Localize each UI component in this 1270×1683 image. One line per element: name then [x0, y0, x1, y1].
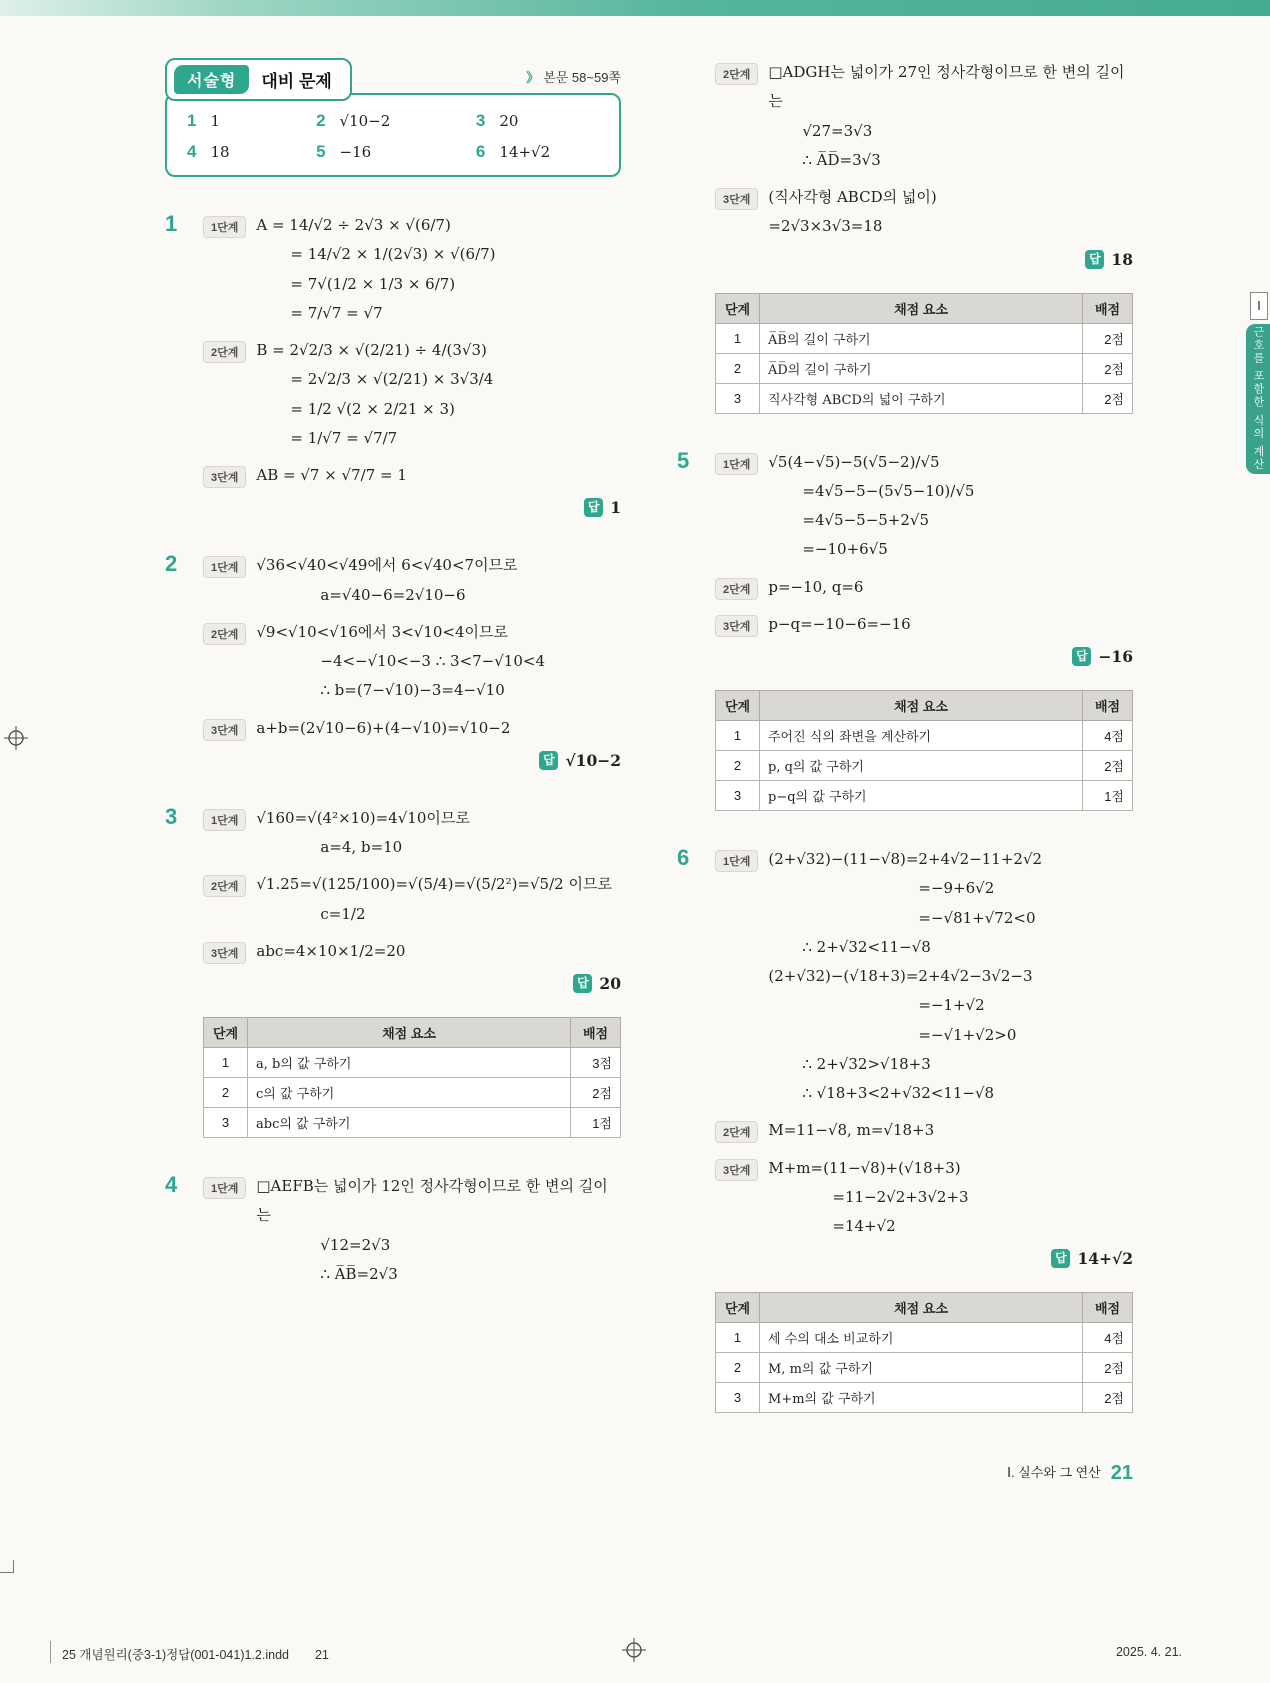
score-table-cell: 3: [204, 1108, 248, 1138]
score-table-row: [716, 353, 1133, 383]
score-table-cell: 2: [716, 1353, 760, 1383]
math-line: =14+√2: [832, 1217, 896, 1235]
math-line: ∴ b=(7−√10)−3=4−√10: [320, 681, 505, 700]
score-table-cell: A̅B̅의 길이 구하기: [760, 323, 1083, 353]
step-badge: 2단계: [203, 623, 246, 645]
math-line: =4√5−5−5+2√5: [802, 511, 930, 529]
column-right: [677, 58, 1133, 1413]
score-table-cell: 주어진 식의 좌변을 계산하기: [760, 721, 1083, 751]
score-table-cell: 3: [716, 781, 760, 811]
step-lines: [256, 618, 621, 706]
score-table-cell: M, m의 값 구하기: [760, 1353, 1083, 1383]
solution-step: [715, 1116, 1133, 1145]
answer-summary-item: [187, 142, 310, 162]
answer-summary-item: [187, 111, 310, 131]
answer-badge-icon: 답: [539, 751, 558, 770]
score-table-header-cell: 채점 요소: [760, 1293, 1083, 1323]
problem-number: 2: [165, 551, 178, 577]
score-table-header-cell: 배점: [1083, 691, 1133, 721]
score-table-cell: abc의 값 구하기: [248, 1108, 571, 1138]
problem-body: [715, 845, 1133, 1268]
score-table-cell: 3: [716, 383, 760, 413]
chapter-index-tab: Ⅰ: [1250, 292, 1268, 320]
solution-step: [203, 937, 621, 966]
print-imprint: [62, 1645, 329, 1663]
answer-summary-number: 2: [316, 111, 326, 130]
step-badge: 3단계: [715, 1159, 758, 1181]
math-line: √36<√40<√49에서 6<√40<7이므로: [256, 556, 518, 575]
step-lines: [768, 1116, 1133, 1145]
math-line: =−9+6√2: [918, 879, 995, 898]
math-line: =11−2√2+3√2+3: [832, 1187, 969, 1206]
score-table-cell: 2: [716, 751, 760, 781]
score-table-cell: 2점: [1083, 1383, 1133, 1413]
score-table-body: [716, 1323, 1133, 1413]
step-lines: [256, 461, 621, 490]
textbook-reference-text: 본문 58~59쪽: [543, 70, 621, 85]
step-badge: 3단계: [203, 942, 246, 964]
solution-step: [715, 573, 1133, 602]
footer-section-title: Ⅰ. 실수와 그 연산: [1007, 1465, 1101, 1480]
problem-number-spacer: [677, 58, 715, 269]
math-line: p=−10, q=6: [768, 577, 864, 596]
math-line: abc=4×10×1/2=20: [256, 941, 406, 960]
answer-summary-item: [476, 111, 599, 131]
score-table: [715, 293, 1133, 414]
math-line: = 7/√7 = √7: [290, 303, 383, 322]
problem-continuation: [677, 58, 1133, 269]
section-title-box: [165, 58, 352, 101]
score-table-cell: p−q의 값 구하기: [760, 781, 1083, 811]
problem-6: [677, 845, 1133, 1268]
problem-number: 4: [165, 1172, 178, 1197]
problem-body: [203, 551, 621, 770]
problem-number: 1: [165, 211, 178, 236]
score-table-head: [204, 1018, 621, 1048]
score-table-cell: 2점: [1083, 383, 1133, 413]
score-table-cell: 세 수의 대소 비교하기: [760, 1323, 1083, 1353]
step-badge: 2단계: [203, 341, 246, 363]
step-lines: [768, 1154, 1133, 1242]
solution-step: [203, 336, 621, 453]
problem-number: 5: [677, 447, 690, 473]
math-line: □ADGH는 넓이가 27인 정사각형이므로 한 변의 길이는: [768, 63, 1125, 111]
answer-summary-value: √10−2: [339, 112, 391, 130]
math-line: AB = √7 × √7/7 = 1: [256, 466, 407, 484]
math-line: = 1/2 √(2 × 2/21 × 3): [290, 399, 455, 418]
score-table-block: [677, 1292, 1133, 1413]
math-line: = 1/√7 = √7/7: [290, 428, 398, 447]
score-table-header-cell: 단계: [204, 1018, 248, 1048]
column-left: [165, 58, 621, 1413]
math-line: B = 2√2/3 × √(2/21) ÷ 4/(3√3): [256, 341, 487, 359]
math-line: =−10+6√5: [802, 540, 888, 559]
step-lines: [256, 1172, 621, 1289]
score-table-cell: 직사각형 ABCD의 넓이 구하기: [760, 383, 1083, 413]
math-line: √160=√(4²×10)=4√10이므로: [256, 808, 470, 827]
score-table: [203, 1017, 621, 1138]
step-badge: 3단계: [203, 719, 246, 741]
score-table-cell: a, b의 값 구하기: [248, 1048, 571, 1078]
solution-step: [203, 804, 621, 863]
score-table-cell: 1: [204, 1048, 248, 1078]
score-table: [715, 690, 1133, 811]
score-table-cell: 1: [716, 721, 760, 751]
answer-badge-icon: 답: [1051, 1249, 1070, 1268]
problem-body: [715, 58, 1133, 269]
score-table-cell: p, q의 값 구하기: [760, 751, 1083, 781]
step-lines: [768, 610, 1133, 639]
step-lines: [256, 211, 621, 328]
answer-summary-box: [165, 93, 621, 177]
score-table-header-cell: 단계: [716, 691, 760, 721]
step-badge: 1단계: [203, 1177, 246, 1199]
math-line: = 14/√2 × 1/(2√3) × √(6/7): [290, 245, 496, 264]
chevron-right-icon: 》: [526, 70, 540, 85]
solution-step: [715, 58, 1133, 175]
footer-section-line: [1007, 1462, 1133, 1485]
solution-step: [203, 618, 621, 706]
score-table-body: [716, 721, 1133, 811]
score-table-row: [716, 721, 1133, 751]
section-type-badge: 서술형: [174, 65, 249, 94]
answer-summary-value: −16: [339, 143, 372, 161]
answer-value: −16: [1098, 647, 1133, 666]
score-table-body: [204, 1048, 621, 1138]
problem-body: [203, 804, 621, 993]
print-imprint-page: 21: [314, 1648, 329, 1662]
step-lines: [768, 845, 1133, 1108]
answer-summary-value: 14+√2: [499, 143, 551, 161]
math-line: =4√5−5−(5√5−10)/√5: [802, 481, 975, 500]
section-title: 대비 문제: [261, 72, 332, 91]
answer-row: [715, 250, 1133, 269]
problem-number: 6: [677, 845, 690, 870]
score-table-header-cell: 배점: [1083, 1293, 1133, 1323]
answer-row: [715, 647, 1133, 666]
answer-summary-value: 1: [210, 112, 221, 130]
score-table-block: [677, 293, 1133, 414]
score-table-row: [204, 1108, 621, 1138]
step-badge: 2단계: [203, 875, 246, 897]
score-table-cell: 2점: [571, 1078, 621, 1108]
math-line: ∴ 2+√32>√18+3: [802, 1054, 931, 1073]
math-line: p−q=−10−6=−16: [768, 614, 911, 633]
answer-summary-value: 18: [210, 143, 230, 161]
score-table-cell: 2점: [1083, 751, 1133, 781]
answer-row: [203, 498, 621, 517]
solution-step: [203, 551, 621, 610]
answer-summary-item: [476, 142, 599, 162]
step-lines: [768, 573, 1133, 602]
answer-value: 14+√2: [1077, 1249, 1133, 1269]
problem-body: [203, 1172, 621, 1297]
step-lines: [768, 448, 1133, 565]
step-lines: [768, 58, 1133, 175]
math-line: ∴ √18+3<2+√32<11−√8: [802, 1084, 995, 1102]
math-line: = 7√(1/2 × 1/3 × 6/7): [290, 274, 456, 293]
answer-summary-value: 20: [499, 112, 519, 130]
score-table-header-cell: 채점 요소: [248, 1018, 571, 1048]
score-table-row: [716, 323, 1133, 353]
problem-body: [715, 448, 1133, 667]
score-table-cell: 1: [716, 1323, 760, 1353]
step-badge: 1단계: [203, 809, 246, 831]
solution-step: [715, 610, 1133, 639]
score-table-cell: 2점: [1083, 1353, 1133, 1383]
score-table-head: [716, 1293, 1133, 1323]
math-line: −4<−√10<−3 ∴ 3<7−√10<4: [320, 652, 546, 670]
score-table-cell: A̅D̅의 길이 구하기: [760, 353, 1083, 383]
score-table-row: [204, 1048, 621, 1078]
answer-value: 18: [1111, 249, 1133, 269]
answer-row: [203, 974, 621, 993]
math-line: √9<√10<√16에서 3<√10<4이므로: [256, 622, 508, 641]
math-line: (2+√32)−(11−√8)=2+4√2−11+2√2: [768, 850, 1043, 868]
math-line: (직사각형 ABCD의 넓이): [768, 188, 937, 206]
math-line: ∴ A̅D̅=3√3: [802, 150, 881, 169]
answer-badge-icon: 답: [584, 498, 603, 517]
score-table-cell: 3점: [571, 1048, 621, 1078]
answer-badge-icon: 답: [573, 974, 592, 993]
step-lines: [256, 551, 621, 610]
score-table-cell: 1점: [1083, 781, 1133, 811]
solution-step: [203, 1172, 621, 1289]
math-line: M+m=(11−√8)+(√18+3): [768, 1158, 961, 1177]
score-table-cell: 1: [716, 323, 760, 353]
score-table-block: [677, 690, 1133, 811]
solution-step: [715, 183, 1133, 242]
imprint-divider: [50, 1641, 51, 1663]
answer-row: [203, 751, 621, 770]
math-line: (2+√32)−(√18+3)=2+4√2−3√2−3: [768, 967, 1033, 985]
math-line: √1.25=√(125/100)=√(5/4)=√(5/2²)=√5/2 이므로: [256, 875, 612, 894]
score-table-row: [716, 1353, 1133, 1383]
score-table-row: [716, 781, 1133, 811]
chapter-side-tab: [1246, 324, 1270, 474]
problem-4: [165, 1172, 621, 1297]
answer-summary-item: [316, 111, 470, 131]
score-table-row: [716, 383, 1133, 413]
score-table: [715, 1292, 1133, 1413]
step-badge: 1단계: [715, 453, 758, 475]
score-table-cell: 4점: [1083, 721, 1133, 751]
step-badge: 2단계: [715, 63, 758, 85]
registration-mark: [622, 1638, 646, 1662]
solution-step: [203, 211, 621, 328]
score-table-header-cell: 배점: [571, 1018, 621, 1048]
math-line: a=√40−6=2√10−6: [320, 585, 466, 604]
solution-step: [715, 448, 1133, 565]
problem-1: [165, 211, 621, 517]
answer-summary-number: 4: [187, 142, 197, 161]
step-lines: [768, 183, 1133, 242]
textbook-reference: [526, 67, 621, 86]
chapter-side-tab-label: 근호를 포함한 식의 계산: [1252, 326, 1264, 472]
step-badge: 1단계: [203, 216, 246, 238]
answer-value: 1: [610, 498, 621, 518]
score-table-cell: 1점: [571, 1108, 621, 1138]
score-table-header-cell: 채점 요소: [760, 293, 1083, 323]
math-line: □AEFB는 넓이가 12인 정사각형이므로 한 변의 길이는: [256, 1177, 608, 1225]
step-badge: 3단계: [203, 466, 246, 488]
score-table-cell: 3: [716, 1383, 760, 1413]
problem-3: [165, 804, 621, 993]
math-line: = 2√2/3 × √(2/21) × 3√3/4: [290, 370, 494, 389]
problem-5: [677, 448, 1133, 667]
score-table-cell: M+m의 값 구하기: [760, 1383, 1083, 1413]
score-table-header-cell: 배점: [1083, 293, 1133, 323]
step-lines: [256, 714, 621, 743]
crop-mark: [0, 1572, 14, 1573]
math-line: √5(4−√5)−5(√5−2)/√5: [768, 452, 940, 471]
answer-badge-icon: 답: [1072, 647, 1091, 666]
score-table-header-row: [204, 1018, 621, 1048]
score-table-header-row: [716, 293, 1133, 323]
problem-number: 3: [165, 803, 178, 829]
score-table-cell: 2: [204, 1078, 248, 1108]
score-table-block: [165, 1017, 621, 1138]
page-number: 21: [1110, 1462, 1133, 1484]
math-line: =2√3×3√3=18: [768, 217, 883, 236]
score-table-header-cell: 단계: [716, 1293, 760, 1323]
score-table-header-cell: 채점 요소: [760, 691, 1083, 721]
score-table-row: [716, 1383, 1133, 1413]
math-line: A = 14/√2 ÷ 2√3 × √(6/7): [256, 216, 451, 234]
step-lines: [256, 336, 621, 453]
solution-step: [715, 845, 1133, 1108]
score-table-header-row: [716, 1293, 1133, 1323]
math-line: =−√1+√2>0: [918, 1025, 1017, 1044]
score-table-header-cell: 단계: [716, 293, 760, 323]
step-badge: 3단계: [715, 188, 758, 210]
solution-step: [203, 714, 621, 743]
answer-row: [715, 1249, 1133, 1268]
answer-value: 20: [599, 974, 621, 993]
math-line: ∴ 2+√32<11−√8: [802, 937, 931, 956]
step-badge: 1단계: [715, 850, 758, 872]
answer-summary-number: 6: [475, 142, 486, 161]
solution-step: [715, 1154, 1133, 1242]
step-badge: 2단계: [715, 1121, 758, 1143]
score-table-row: [716, 1323, 1133, 1353]
score-table-header-row: [716, 691, 1133, 721]
solution-step: [203, 461, 621, 490]
answer-summary-number: 3: [475, 111, 486, 130]
page-content: [165, 58, 1133, 1413]
math-line: a=4, b=10: [320, 838, 403, 856]
answer-summary-item: [316, 142, 470, 162]
step-lines: [256, 870, 621, 929]
step-badge: 2단계: [715, 578, 758, 600]
score-table-cell: c의 값 구하기: [248, 1078, 571, 1108]
math-line: a+b=(2√10−6)+(4−√10)=√10−2: [256, 718, 511, 737]
problem-2: [165, 551, 621, 770]
answer-value: √10−2: [565, 750, 621, 770]
answer-summary-number: 1: [187, 111, 197, 130]
print-imprint-file: 25 개념원리(중3-1)정답(001-041)1.2.indd: [62, 1648, 289, 1662]
top-accent-bar: [0, 0, 1270, 16]
step-lines: [256, 937, 621, 966]
score-table-cell: 4점: [1083, 1323, 1133, 1353]
answer-summary-number: 5: [316, 142, 326, 161]
math-line: =−1+√2: [918, 996, 985, 1015]
step-lines: [256, 804, 621, 863]
math-line: c=1/2: [320, 904, 366, 923]
print-date: 2025. 4. 21.: [1115, 1645, 1182, 1659]
registration-mark: [4, 726, 28, 750]
score-table-cell: 2점: [1083, 323, 1133, 353]
score-table-head: [716, 293, 1133, 323]
step-badge: 1단계: [203, 556, 246, 578]
problem-body: [203, 211, 621, 517]
score-table-row: [716, 751, 1133, 781]
math-line: ∴ A̅B̅=2√3: [320, 1264, 398, 1283]
score-table-head: [716, 691, 1133, 721]
math-line: √27=3√3: [802, 121, 873, 140]
math-line: √12=2√3: [320, 1235, 391, 1254]
math-line: =−√81+√72<0: [918, 908, 1036, 927]
answer-badge-icon: 답: [1085, 250, 1104, 269]
score-table-body: [716, 323, 1133, 413]
crop-mark: [13, 1560, 14, 1573]
score-table-cell: 2점: [1083, 353, 1133, 383]
solution-step: [203, 870, 621, 929]
step-badge: 3단계: [715, 615, 758, 637]
score-table-row: [204, 1078, 621, 1108]
math-line: M=11−√8, m=√18+3: [768, 1121, 935, 1140]
score-table-cell: 2: [716, 353, 760, 383]
